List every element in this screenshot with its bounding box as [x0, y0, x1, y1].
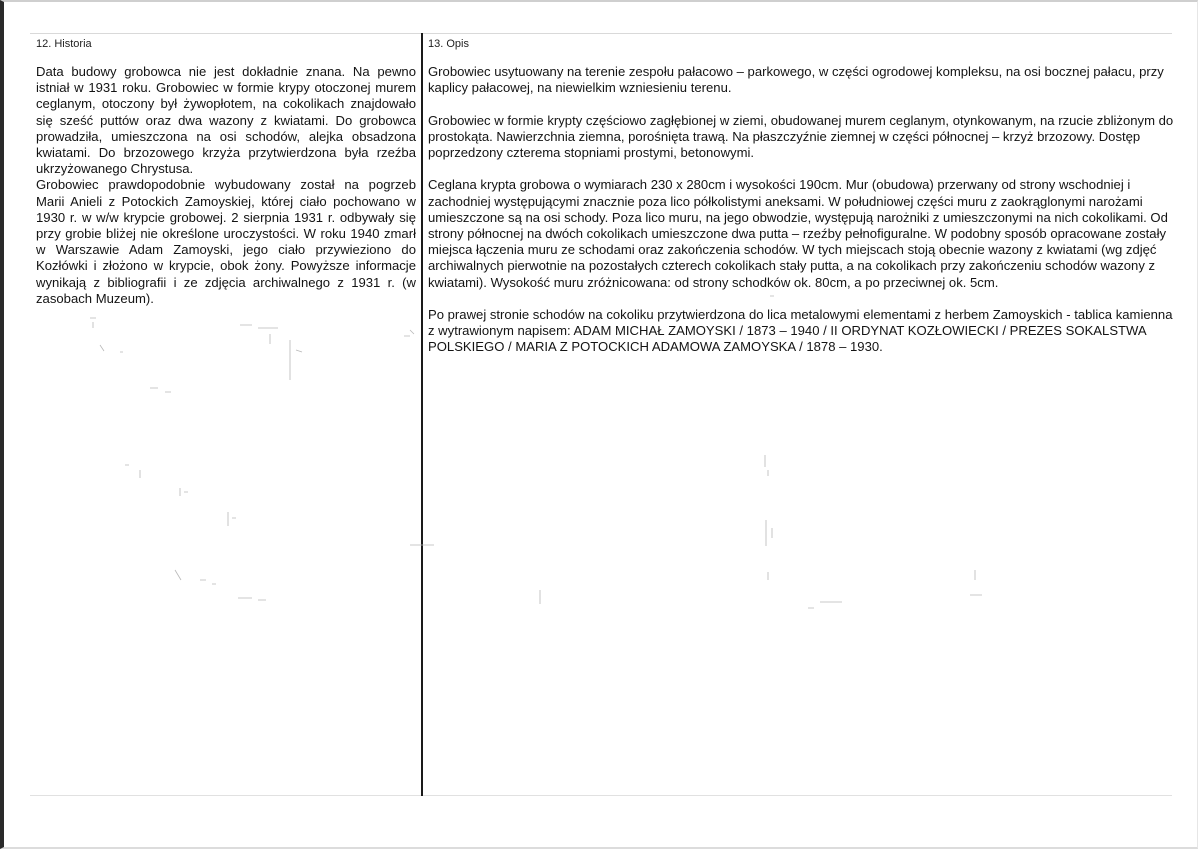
section-heading-historia: 12. Historia — [36, 38, 92, 50]
column-divider — [421, 33, 423, 796]
historia-text — [36, 64, 416, 307]
opis-paragraph: Grobowiec w formie krypty częściowo zagłębionej w ziemi, obudowanej murem ceglanym, otynkowanym, na rzucie zbliżonym do prostokąta. Nawierzchnia ziemna, porośnięta trawą. Na płaszczyźnie ziemnej w części północnej – krzyż brzozowy. Dostęp poprzedzony czterema stopniami prostymi, betonowymi. — [428, 112, 1174, 160]
section-heading-opis: 13. Opis — [428, 38, 469, 50]
opis-text — [428, 64, 1174, 356]
opis-paragraph: Ceglana krypta grobowa o wymiarach 230 x 280cm i wysokości 190cm. Mur (obudowa) przerwany od strony wschodniej i zachodniej występującymi znacznie poza lico półkolistymi aneksami. W południowej części muru z zaokrąglonymi narożami umieszczone są na osi schody. Poza lico muru, na jego obwodzie, występują narożniki z umieszczonymi na nich cokolikami. Od strony północnej na dwóch cokolikach umieszczone dwa putta – rzeźby pełnofiguralne. W podobny sposób opracowane zostały miejsca łączenia muru ze schodami oraz zakończenia schodów. W tych miejscach stoją obecnie wazony z kwiatami (wg zdjęć archiwalnych pierwotnie na pozostałych czterech cokolikach stały putta, a na cokolikach przy zakończeniu schodów wazony z kwiatami). Wysokość muru zróżnicowana: od strony schodków ok. 80cm, a po przeciwnej ok. 5cm. — [428, 177, 1168, 290]
top-rule — [30, 33, 1172, 34]
historia-paragraph: Data budowy grobowca nie jest dokładnie znana. Na pewno istniał w 1931 roku. Grobowiec w formie krypy otoczonej murem ceglanym, otoczony był żywopłotem, na cokolikach znajdowało się sześć puttów oraz dwa wazony z kwiatami. Do grobowca prowadziła, umieszczona na osi schodów, alejka obsadzona kwiatami. Do brzozowego krzyża przytwierdzona była rzeźba ukrzyżowanego Chrystusa. — [36, 64, 416, 177]
bottom-rule — [30, 795, 1172, 796]
historia-paragraph: Grobowiec prawdopodobnie wybudowany został na pogrzeb Marii Anieli z Potockich Zamoyskiej, której ciało pochowano w 1930 r. w w/w krypcie grobowej. 2 sierpnia 1931 r. odbywały się przy grobie bliżej nie określone uroczystości. W roku 1940 zmarł w Warszawie Adam Zamoyski, jego ciało przywieziono do Kozłówki i złożono w krypcie, obok żony. Powyższe informacje wynikają z bibliografii i ze zdjęcia archiwalnego z 1931 r. (w zasobach Muzeum). — [36, 177, 416, 306]
opis-paragraph: Po prawej stronie schodów na cokoliku przytwierdzona do lica metalowymi elementami z herbem Zamoyskich - tablica kamienna z wytrawionym napisem: ADAM MICHAŁ ZAMOYSKI / 1873 – 1940 / II ORDYNAT KOZŁOWIECKI / PREZES SOKALSTWA POLSKIEGO / MARIA Z POTOCKICH ADAMOWA ZAMOYSKA / 1878 – 1930. — [428, 307, 1173, 355]
opis-paragraph: Grobowiec usytuowany na terenie zespołu pałacowo – parkowego, w części ogrodowej kompleksu, na osi bocznej pałacu, przy kaplicy pałacowej, na niewielkim wzniesieniu terenu. — [428, 64, 1164, 96]
